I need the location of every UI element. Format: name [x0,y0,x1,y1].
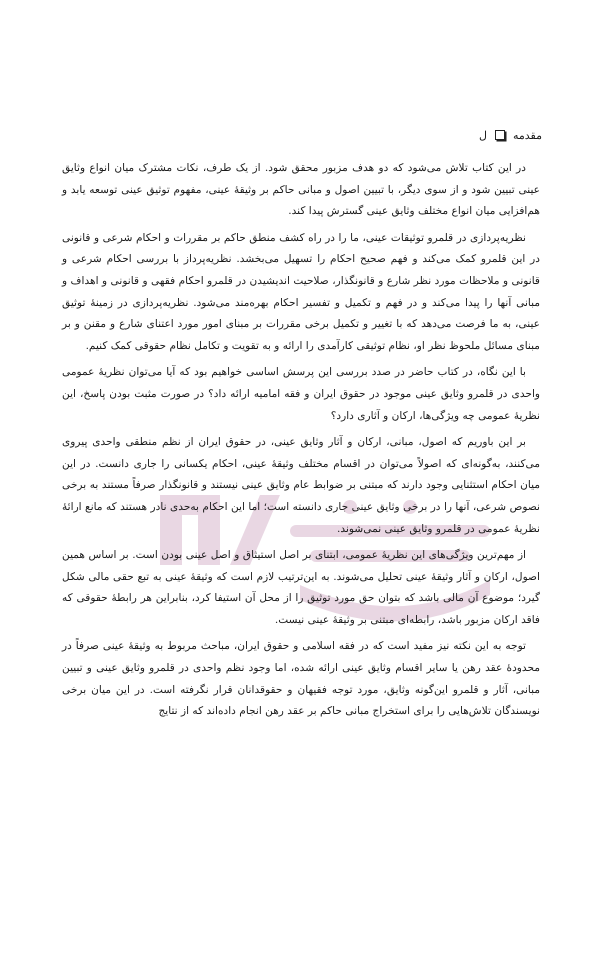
paragraph: از مهم‌ترین ویژگی‌های این نظریهٔ عمومی، ابتنای بر اصل استیثاق و اصل عینی بودن است. بر اساس همین اصول، ارکان و آثار وثیقهٔ عینی تحلیل می‌شوند. به این‌ترتیب لازم است که وثیقهٔ عینی به تبع حقی مالی شکل گیرد؛ موضوع آن مالی باشد که بتوان حق مورد توثیق را از محل آن استیفا کرد، بنابراین هر رابطهٔ حقوقی که فاقد ارکان مزبور باشد، رابطه‌ای مبتنی بر وثیقهٔ عینی نیست. [62,549,540,626]
page-number: ل [478,128,487,142]
body-text [62,158,540,728]
paragraph: بر این باوریم که اصول، مبانی، ارکان و آثار وثایق عینی، در حقوق ایران از نظم منطقی واحدی پیروی می‌کنند، به‌گونه‌ای که اصولاً می‌توان در اقسام مختلف وثیقهٔ عینی، احکام یکسانی را جاری دانست. در این میان احکام استثنایی وجود دارند که مبتنی بر ضوابط عام وثایق عینی نیستند و قانونگذار صرفاً مستند به برخی نصوص شرعی، آنها را در برخی وثایق عینی جاری دانسته است؛ اما این احکام به‌حدی نادر هستند که مانع ارائهٔ نظریهٔ عمومی در قلمرو وثایق عینی نمی‌شوند. [62,436,540,535]
paragraph: در این کتاب تلاش می‌شود که دو هدف مزبور محقق شود. از یک طرف، نکات مشترک میان انواع وثایق عینی تبیین شود و از سوی دیگر، با تبیین اصول و مبانی حاکم بر وثیقهٔ عینی، مفهوم توثیق عینی توسعه یابد و هم‌افزایی میان انواع مختلف وثایق عینی گسترش پیدا کند. [62,162,540,218]
square-bullet-icon [495,130,505,140]
paragraph: نظریه‌پردازی در قلمرو توثیقات عینی، ما را در راه کشف منطق حاکم بر مقررات و احکام شرعی و قانونی در این قلمرو کمک می‌کند و فهم صحیح احکام را تسهیل می‌بخشد. نظریه‌پرداز با بررسی احکام شرعی و قانونی و ملاحظات مورد نظر شارع و قانونگذار، صلاحیت اندیشیدن در قلمرو احکام فقهی و قانونی و اهداف و مبانی آنها را پیدا می‌کند و در فهم و تکمیل و تفسیر احکام بهره‌مند می‌شود. نظریه‌پردازی در زمینهٔ توثیق عینی، به ما فرصت می‌دهد که با تغییر و تکمیل برخی مقررات بر مبنای امور مورد اعتنای شارع و مقنن و بر مبنای مسائل ملحوظ نظر او، نظام توثیقی کارآمدی را ارائه و به تقویت و تکامل نظام حقوقی کمک کنیم. [62,231,540,352]
paragraph: توجه به این نکته نیز مفید است که در فقه اسلامی و حقوق ایران، مباحث مربوط به وثیقهٔ عینی صرفاً در محدودهٔ عقد رهن یا سایر اقسام وثایق عینی ارائه شده، اما وجود نظم واحدی در قلمرو وثایق عینی و تبیین مبانی، آثار و قلمرو این‌گونه وثایق، مورد توجه فقیهان و حقوقدانان قرار نگرفته است. در این میان برخی نویسندگان تلاش‌هایی را برای استخراج مبانی حاکم بر عقد رهن انجام داده‌اند که از نتایج [62,640,540,718]
section-title: مقدمه [512,128,542,142]
page-header [62,125,542,145]
paragraph: با این نگاه، در کتاب حاضر در صدد بررسی این پرسش اساسی خواهیم بود که آیا می‌توان نظریهٔ عمومی واحدی در قلمرو وثایق عینی موجود در حقوق ایران و فقه امامیه ارائه داد؟ در صورت مثبت بودن پاسخ، این نظریهٔ عمومی چه ویژگی‌ها، ارکان و آثاری دارد؟ [62,366,540,422]
